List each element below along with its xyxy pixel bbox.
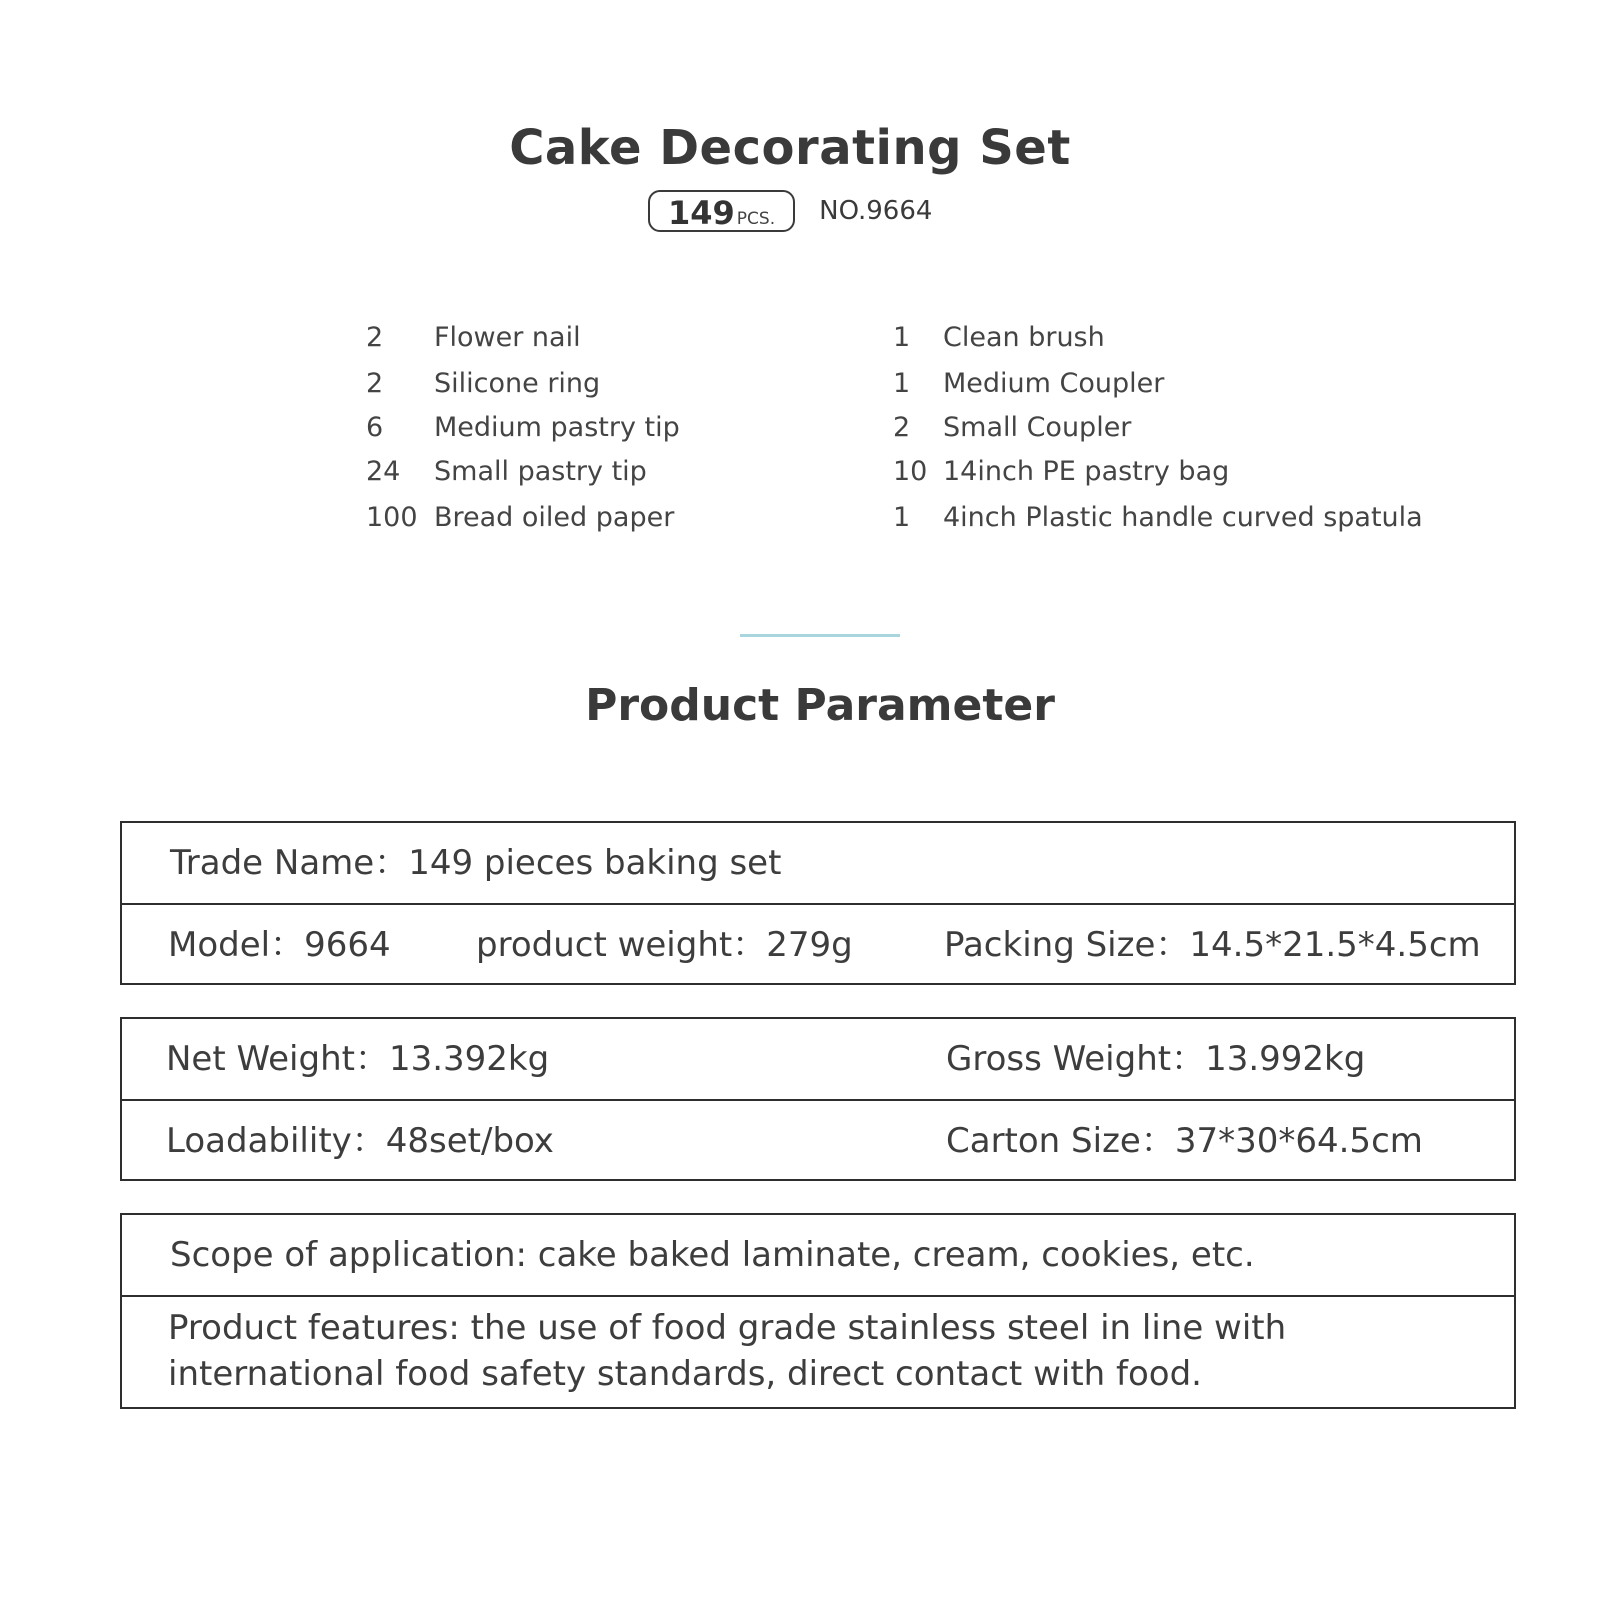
pieces-badge xyxy=(648,190,795,232)
item-name: Small Coupler xyxy=(943,412,1132,443)
table-row xyxy=(122,823,1514,903)
trade-name: Trade Name：149 pieces baking set xyxy=(170,843,782,883)
table-row xyxy=(122,1099,1514,1179)
section-divider xyxy=(740,634,900,637)
item-name: Flower nail xyxy=(434,322,581,353)
item-name: Bread oiled paper xyxy=(434,502,675,533)
gross-weight: Gross Weight：13.992kg xyxy=(946,1039,1366,1079)
item-qty: 2 xyxy=(366,368,384,399)
item-name: 14inch PE pastry bag xyxy=(943,456,1230,487)
item-qty: 100 xyxy=(366,502,418,533)
model-info xyxy=(648,188,932,234)
item-name: Small pastry tip xyxy=(434,456,647,487)
item-qty: 1 xyxy=(893,502,911,533)
table-row xyxy=(122,1215,1514,1295)
net-weight: Net Weight：13.392kg xyxy=(166,1039,550,1079)
item-name: Medium pastry tip xyxy=(434,412,680,443)
packing-size: Packing Size：14.5*21.5*4.5cm xyxy=(944,925,1481,965)
product-features: Product features: the use of food grade stainless steel in line with international food safety standards, direct contact with food. xyxy=(168,1308,1287,1394)
page-title-text: Cake Decorating Set xyxy=(509,120,1071,176)
carton-size: Carton Size：37*30*64.5cm xyxy=(946,1121,1423,1161)
pieces-unit: PCS. xyxy=(736,209,776,229)
model: Model：9664 xyxy=(168,925,391,965)
item-qty: 2 xyxy=(893,412,911,443)
params-table-basic xyxy=(120,821,1516,985)
item-name: Medium Coupler xyxy=(943,368,1165,399)
item-qty: 2 xyxy=(366,322,384,353)
item-qty: 1 xyxy=(893,322,911,353)
scope-of-application: Scope of application: cake baked laminate, cream, cookies, etc. xyxy=(170,1235,1255,1275)
item-qty: 6 xyxy=(366,412,384,443)
section-title: Product Parameter xyxy=(585,680,1055,731)
item-name: Silicone ring xyxy=(434,368,601,399)
item-name: 4inch Plastic handle curved spatula xyxy=(943,502,1423,533)
item-qty: 1 xyxy=(893,368,911,399)
table-row xyxy=(122,903,1514,983)
item-name: Clean brush xyxy=(943,322,1105,353)
pieces-count: 149 xyxy=(668,194,735,232)
model-number: NO.9664 xyxy=(819,196,933,226)
loadability: Loadability：48set/box xyxy=(166,1121,554,1161)
table-row xyxy=(122,1295,1514,1407)
table-row xyxy=(122,1019,1514,1099)
params-table-usage xyxy=(120,1213,1516,1409)
params-table-carton xyxy=(120,1017,1516,1181)
page-title xyxy=(0,120,1600,176)
product-weight: product weight：279g xyxy=(476,925,853,965)
item-qty: 24 xyxy=(366,456,401,487)
item-qty: 10 xyxy=(893,456,928,487)
